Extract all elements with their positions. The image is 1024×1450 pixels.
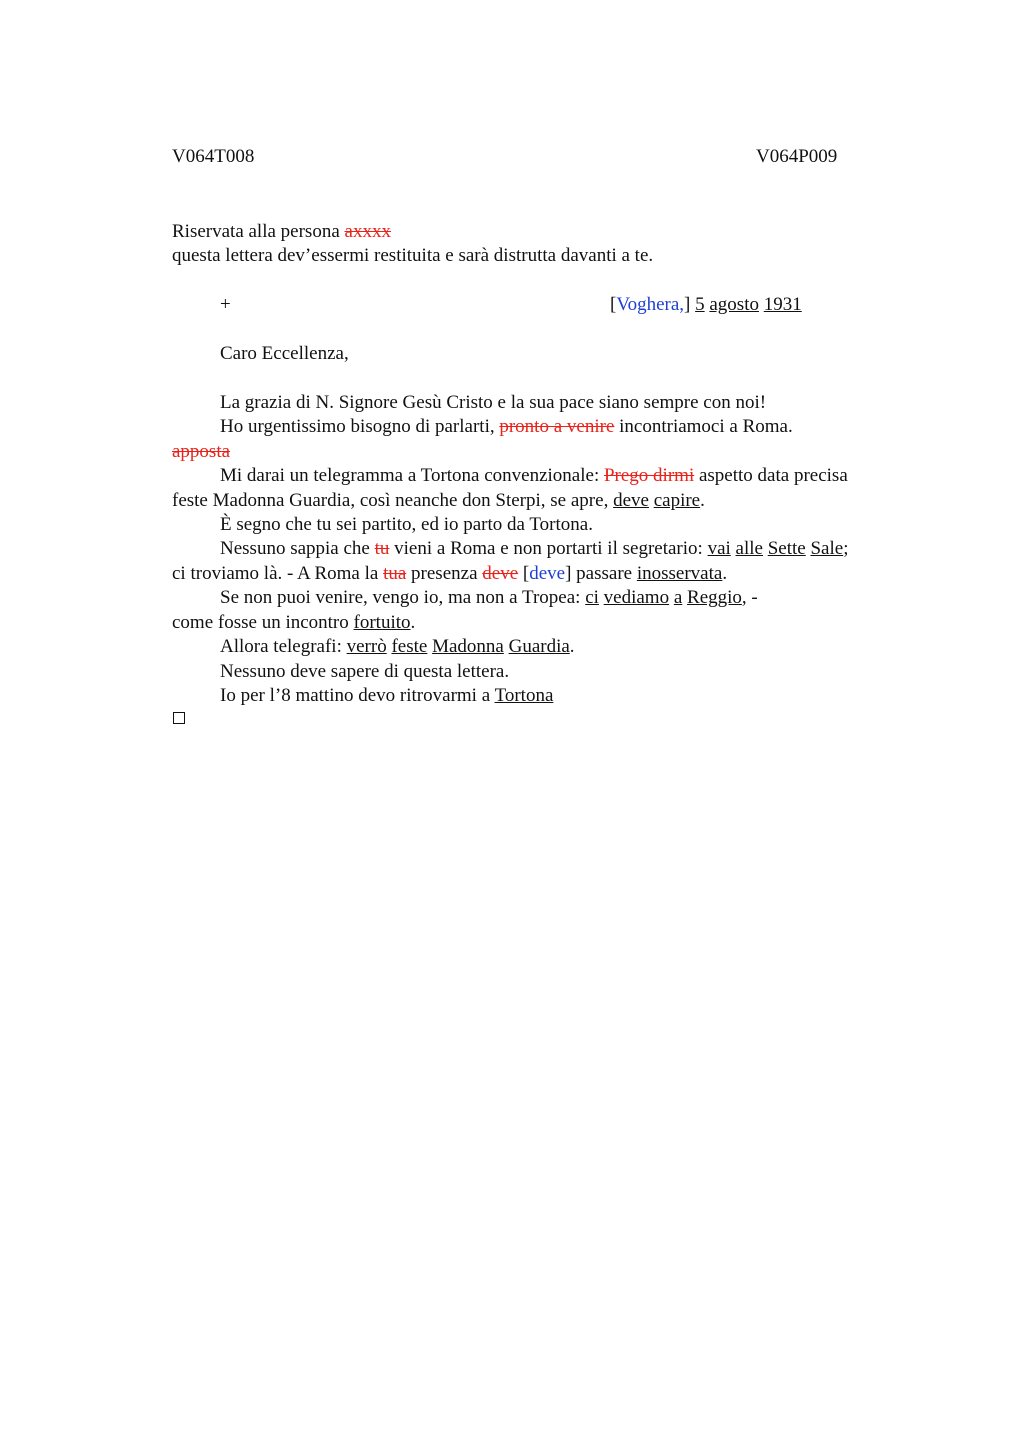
underlined-word: Sette	[767, 538, 806, 559]
deleted-word: axxxx	[344, 221, 391, 242]
paragraph-7	[220, 635, 575, 659]
punctuation: .	[410, 612, 416, 633]
punctuation: .	[722, 563, 728, 584]
deleted-line	[172, 440, 230, 464]
text-run: Nessuno sappia che	[220, 538, 370, 559]
underlined-word: feste	[391, 636, 428, 657]
underlined-word: fortuito	[353, 612, 411, 633]
text-run: presenza	[411, 563, 478, 584]
text-run: Io per l’8 mattino devo ritrovarmi a	[220, 685, 491, 706]
date-year: 1931	[763, 294, 802, 315]
text-run: feste Madonna Guardia, così neanche don Sterpi, se apre,	[172, 490, 609, 511]
cross-mark: +	[220, 294, 231, 315]
underlined-word: capire	[653, 490, 701, 511]
text-run: Allora telegrafi:	[220, 636, 342, 657]
added-word: deve	[529, 563, 566, 584]
bracket-open: [	[522, 563, 530, 584]
preface-text: Riservata alla persona	[172, 221, 340, 242]
paragraph-9	[220, 684, 553, 708]
text-run: aspetto data precisa	[698, 465, 848, 486]
deleted-phrase: pronto a venire	[499, 416, 615, 437]
text-run: incontriamoci a Roma.	[619, 416, 793, 437]
text-run: Ho urgentissimo bisogno di parlarti,	[220, 416, 495, 437]
paragraph-1: La grazia di N. Signore Gesù Cristo e la sua pace siano sempre con noi!	[220, 392, 767, 413]
underlined-word: vediamo	[603, 587, 670, 608]
dateline	[610, 293, 802, 317]
salutation: Caro Eccellenza,	[220, 343, 349, 364]
paragraph-2	[220, 415, 793, 439]
end-square-icon	[173, 712, 185, 724]
underlined-word: inosservata	[636, 563, 723, 584]
punctuation: , -	[741, 587, 758, 608]
underlined-word: alle	[735, 538, 763, 559]
underlined-word: Sale	[810, 538, 844, 559]
date-month: agosto	[709, 294, 759, 315]
underlined-word: verrò	[346, 636, 387, 657]
deleted-word: apposta	[172, 441, 231, 462]
paragraph-4: È segno che tu sei partito, ed io parto da Tortona.	[220, 514, 593, 535]
punctuation: .	[569, 636, 575, 657]
paragraph-6-line-2	[172, 611, 415, 635]
underlined-word: ci	[585, 587, 599, 608]
underlined-word: vai	[707, 538, 731, 559]
date-place: Voghera,	[616, 294, 685, 315]
paragraph-8: Nessuno deve sapere di questa lettera.	[220, 661, 510, 682]
date-day: 5	[695, 294, 705, 315]
text-run: ci troviamo là. - A Roma la	[172, 563, 379, 584]
deleted-word: tu	[374, 538, 390, 559]
deleted-phrase: Prego dirmi	[603, 465, 695, 486]
text-run: Se non puoi venire, vengo io, ma non a Tropea:	[220, 587, 581, 608]
underlined-word: Madonna	[432, 636, 504, 657]
underlined-word: Guardia	[508, 636, 570, 657]
text-run: vieni a Roma e non portarti il segretario:	[394, 538, 703, 559]
paragraph-5-line-2	[172, 562, 727, 586]
underlined-word: a	[673, 587, 683, 608]
text-run: passare	[576, 563, 633, 584]
bracket-close: ]	[565, 563, 572, 584]
preface-line-1	[172, 220, 391, 244]
bracket-close: ]	[684, 294, 691, 315]
punctuation: ;	[843, 538, 849, 559]
paragraph-3-line-2	[172, 489, 705, 513]
paragraph-5-line-1	[220, 537, 848, 561]
paragraph-6-line-1	[220, 586, 758, 610]
deleted-word: tua	[383, 563, 407, 584]
underlined-word: Reggio	[687, 587, 742, 608]
punctuation: .	[700, 490, 705, 511]
underlined-word: deve	[613, 490, 649, 511]
deleted-word: deve	[482, 563, 519, 584]
text-run: come fosse un incontro	[172, 612, 349, 633]
underlined-word: Tortona	[494, 685, 554, 706]
bracket-open: [	[610, 294, 617, 315]
header-right-code: V064P009	[756, 146, 838, 167]
header-left-code: V064T008	[172, 146, 255, 167]
preface-line-2: questa lettera dev’essermi restituita e sarà distrutta davanti a te.	[172, 245, 654, 266]
text-run: Mi darai un telegramma a Tortona convenzionale:	[220, 465, 600, 486]
paragraph-3-line-1	[220, 464, 848, 488]
